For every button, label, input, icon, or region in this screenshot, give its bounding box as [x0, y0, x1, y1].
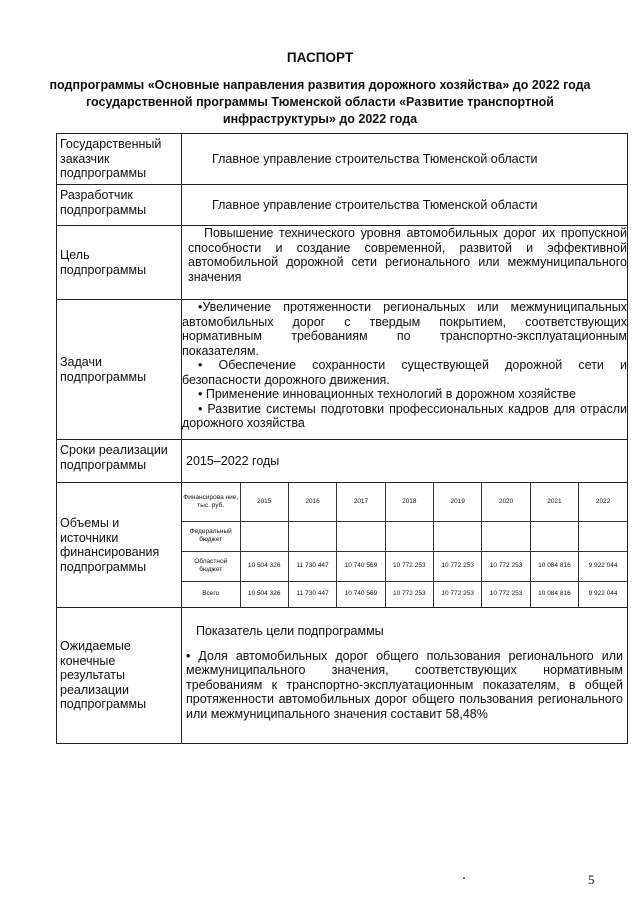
regional-value: 10 740 569 — [337, 551, 385, 581]
year-cell: 2021 — [530, 483, 578, 521]
results-text: • Доля автомобильных дорог общего пользования регионального или межмуниципального значения, соответствующих нормативным требованиям к транспортно-эксплуатационным показателям, в общей протяженности автомобильных дорог общего пользования регионального или межмуниципального значения составит 58,48% — [186, 648, 623, 721]
page-number: 5 — [588, 872, 595, 887]
row-funding — [57, 483, 628, 608]
funding-header-label: Финансирова ние, тыс. руб. — [182, 483, 240, 521]
federal-label: Федеральный бюджет — [182, 521, 240, 551]
title-block — [40, 50, 600, 128]
label-tasks: Задачи подпрограммы — [57, 300, 182, 440]
row-developer — [57, 185, 628, 226]
regional-value: 10 084 816 — [530, 551, 578, 581]
regional-label: Областной бюджет — [182, 551, 240, 581]
value-developer: Главное управление строительства Тюменской области — [212, 197, 538, 212]
value-results — [182, 608, 628, 744]
label-results: Ожидаемые конечные результаты реализации подпрограммы — [57, 608, 182, 744]
year-cell: 2018 — [385, 483, 433, 521]
year-cell: 2015 — [240, 483, 288, 521]
document-heading: ПАСПОРТ — [286, 50, 354, 65]
label-customer: Государственный заказчик подпрограммы — [57, 134, 182, 185]
label-goal: Цель подпрограммы — [57, 226, 182, 300]
year-cell: 2019 — [434, 483, 482, 521]
regional-value: 10 772 253 — [385, 551, 433, 581]
regional-value: 10 504 326 — [240, 551, 288, 581]
label-developer: Разработчик подпрограммы — [57, 185, 182, 226]
value-tasks — [182, 300, 628, 440]
row-customer — [57, 134, 628, 185]
total-label: Всего — [182, 581, 240, 607]
value-goal: Повышение технического уровня автомобильных дорог их пропускной способности и создание современной, развитой и эффективной автомобильной дорожной сети регионального или межмуниципального значения — [182, 226, 628, 300]
total-value: 10 084 816 — [530, 581, 578, 607]
scan-speck — [463, 877, 465, 879]
results-heading: Показатель цели подпрограммы — [196, 624, 384, 638]
year-cell: 2017 — [337, 483, 385, 521]
row-terms — [57, 440, 628, 483]
funding-regional-row — [182, 551, 627, 581]
total-value: 10 772 253 — [482, 581, 530, 607]
label-funding: Объемы и источники финансирования подпрограммы — [57, 483, 182, 608]
task-item: • Обеспечение сохранности существующей дорожной сети и безопасности дорожного движения. — [182, 358, 627, 387]
year-cell: 2020 — [482, 483, 530, 521]
total-value: 10 740 569 — [337, 581, 385, 607]
row-results — [57, 608, 628, 744]
year-cell: 2016 — [288, 483, 336, 521]
regional-value: 10 772 253 — [482, 551, 530, 581]
task-item: • Применение инновационных технологий в дорожном хозяйстве — [198, 387, 576, 401]
funding-table — [182, 483, 627, 607]
funding-total-row — [182, 581, 627, 607]
funding-header-row — [182, 483, 627, 521]
total-value: 10 772 253 — [434, 581, 482, 607]
total-value: 9 922 044 — [579, 581, 627, 607]
regional-value: 9 922 044 — [579, 551, 627, 581]
regional-value: 11 730 447 — [288, 551, 336, 581]
row-goal — [57, 226, 628, 300]
task-item: • Развитие системы подготовки профессиональных кадров для отрасли дорожного хозяйства — [182, 401, 627, 430]
total-value: 11 730 447 — [288, 581, 336, 607]
document-subtitle: подпрограммы «Основные направления развития дорожного хозяйства» до 2022 года государственной программы Тюменской области «Развитие транспортной инфраструктуры» до 2022 года — [49, 78, 591, 126]
label-terms: Сроки реализации подпрограммы — [57, 440, 182, 483]
regional-value: 10 772 253 — [434, 551, 482, 581]
total-value: 10 772 253 — [385, 581, 433, 607]
total-value: 10 504 326 — [240, 581, 288, 607]
passport-table — [56, 133, 628, 744]
row-tasks — [57, 300, 628, 440]
value-customer: Главное управление строительства Тюменской области — [212, 151, 538, 166]
value-terms: 2015–2022 годы — [186, 453, 280, 468]
year-cell: 2022 — [579, 483, 627, 521]
task-item: •Увеличение протяженности региональных или межмуниципальных автомобильных дорог с твердым покрытием, соответствующих нормативным требованиям по транспортно-эксплуатационным показателям. — [182, 300, 627, 358]
funding-federal-row — [182, 521, 627, 551]
